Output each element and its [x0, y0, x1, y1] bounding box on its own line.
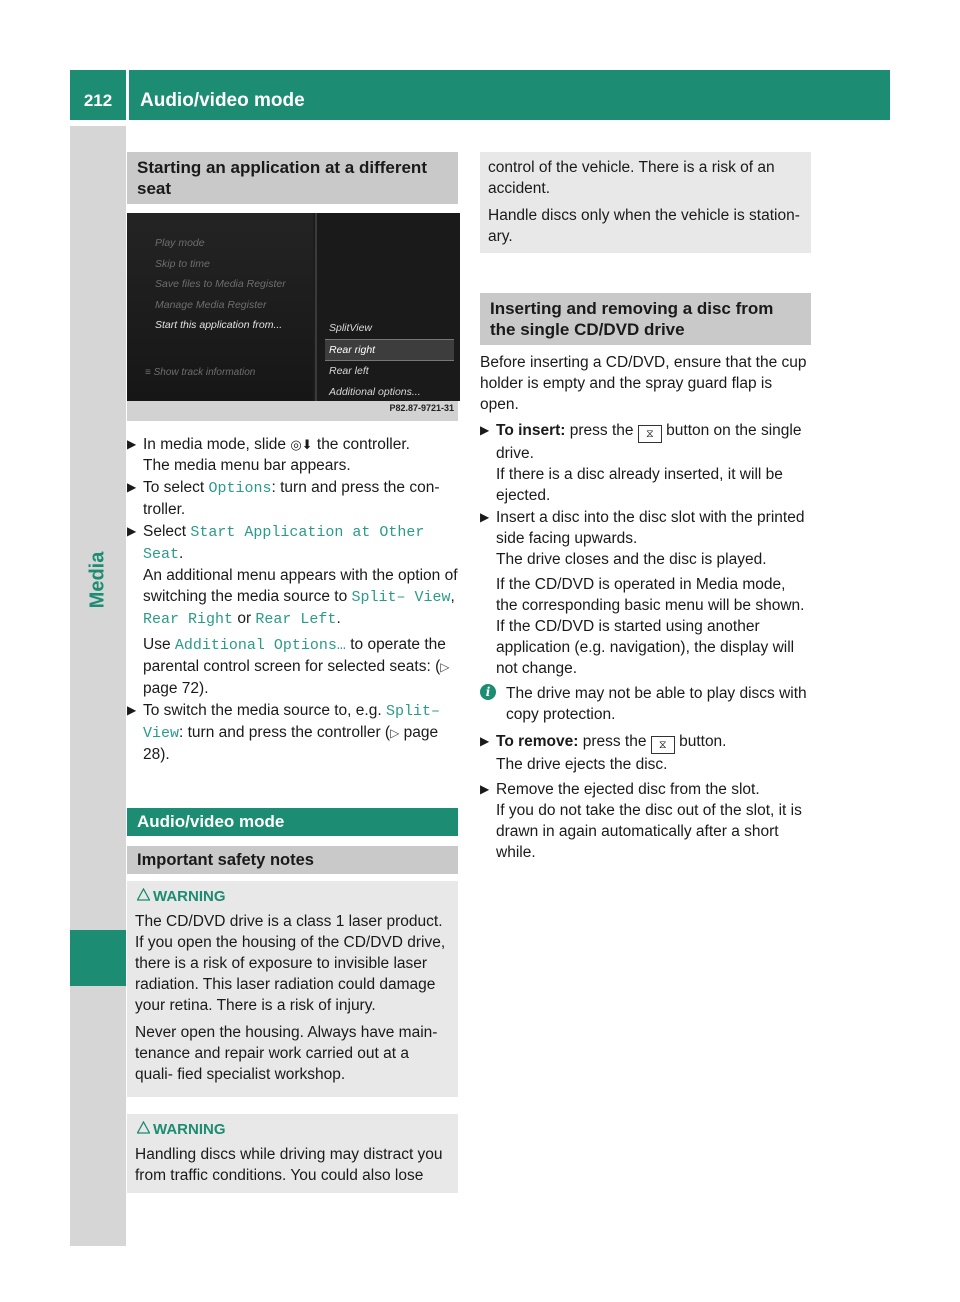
warning-text: Handling discs while driving may distract you from traffic conditions. You could also lose — [135, 1146, 443, 1184]
step-text: page 72). — [143, 680, 209, 697]
step-text: or — [233, 610, 256, 627]
step-text: press the — [565, 422, 638, 439]
step-note — [143, 634, 458, 699]
step-result: The media menu bar appears. — [143, 457, 351, 474]
step — [127, 434, 458, 476]
step — [127, 700, 458, 765]
menu-option-start-application: Start Application at Other Seat — [143, 524, 425, 563]
screen-menu-item: Manage Media Register — [155, 298, 267, 311]
step-text: Remove the ejected disc from the slot. — [496, 781, 760, 798]
screen-submenu-item-selected: Rear right — [325, 339, 454, 362]
menu-option-split-view: Split– View — [351, 589, 451, 606]
warning-text: Never open the housing. Always have main- tenance and repair work carried out at a quali- fied specialist workshop. — [135, 1024, 438, 1083]
side-tab-marker — [70, 930, 126, 986]
menu-option-rear-right: Rear Right — [143, 611, 234, 628]
step — [480, 420, 811, 506]
step-text: : turn and press the controller ( — [179, 724, 391, 741]
step-text: . — [179, 545, 184, 562]
warning-heading — [135, 886, 451, 907]
step-text: : turn and press the con- troller. — [143, 479, 440, 518]
screen-menu-item: Skip to time — [155, 257, 210, 270]
screen-menu-item-active: Start this application from... — [155, 319, 283, 331]
page-title: Audio/video mode — [140, 90, 305, 111]
warning-icon — [137, 888, 150, 901]
step-text: button. — [674, 733, 727, 750]
page-number: 212 — [83, 91, 113, 110]
info-note — [480, 683, 811, 725]
step-text: page 28). — [143, 724, 439, 763]
controller-icon: ◎⬇ — [290, 437, 313, 452]
screen-menu-right — [325, 318, 454, 402]
warning-icon — [137, 1121, 150, 1134]
eject-button-icon: ⧖ — [651, 736, 675, 754]
figure-code: P82.87-9721-31 — [389, 403, 454, 413]
step-arrow-icon: ▶ — [480, 510, 490, 524]
screen-left-panel — [127, 213, 313, 401]
warning-text: The CD/DVD drive is a class 1 laser product. If you open the housing of the CD/DVD drive, there is a risk of exposure to invisible laser radiation. This laser radiation could damage your retina. There is a risk of injury. — [135, 913, 446, 1014]
step-arrow-icon: ▶ — [127, 480, 137, 494]
menu-option-additional-options: Additional Options… — [174, 637, 346, 654]
step-text: An additional menu appears with the option of switching the media source to — [143, 567, 458, 605]
step-text: To select — [143, 479, 209, 496]
page-ref-icon: ▷ — [390, 726, 400, 740]
step-arrow-icon: ▶ — [127, 524, 137, 538]
header-divider — [126, 70, 129, 120]
eject-button-icon: ⧖ — [638, 425, 662, 443]
step — [127, 477, 458, 520]
step-arrow-icon: ▶ — [127, 437, 137, 451]
screen-right-panel — [315, 213, 460, 401]
steps-list — [480, 420, 811, 863]
intro-text: Before inserting a CD/DVD, ensure that the cup holder is empty and the spray guard flap is open. — [480, 354, 807, 413]
step-text: To switch the media source to, e.g. — [143, 702, 386, 719]
screen-menu-left — [155, 233, 286, 336]
step-result: If you do not take the disc out of the slot, it is drawn in again automatically after a short while. — [496, 802, 802, 861]
screen-submenu-item: Additional options... — [329, 385, 421, 398]
screen-display — [127, 213, 458, 401]
step — [480, 779, 811, 863]
step-result: The drive ejects the disc. — [496, 756, 668, 773]
left-column — [127, 152, 458, 1193]
step-result: The drive closes and the disc is played. — [496, 551, 767, 568]
section-heading-audio-video: Audio/video mode — [127, 808, 458, 836]
screen-menu-item: Save files to Media Register — [155, 278, 286, 290]
step — [127, 521, 458, 699]
step-label: To remove: — [496, 733, 579, 750]
step-arrow-icon: ▶ — [480, 423, 490, 437]
menu-option-rear-left: Rear Left — [255, 611, 337, 628]
step-text: to operate the parental control screen for selected seats: ( — [143, 636, 446, 675]
side-tab-text: Media — [86, 551, 109, 609]
screen-menu-item: Play mode — [155, 237, 205, 249]
step-text: the controller. — [312, 436, 410, 453]
step-arrow-icon: ▶ — [480, 734, 490, 748]
warning-text: Handle discs only when the vehicle is station- ary. — [488, 207, 800, 245]
section-heading-inserting-disc: Inserting and removing a disc from the single CD/DVD drive — [480, 293, 811, 345]
warning-heading — [135, 1119, 451, 1140]
step-arrow-icon: ▶ — [480, 782, 490, 796]
section-heading-safety: Important safety notes — [127, 846, 458, 874]
step-text: press the — [578, 733, 651, 750]
side-tab — [70, 126, 126, 1246]
step-text: button on the single drive. — [496, 422, 802, 462]
warning-box-distraction — [127, 1114, 458, 1193]
step-label: To insert: — [496, 422, 566, 439]
warning-label: WARNING — [153, 1121, 226, 1138]
step-text: In media mode, slide — [143, 436, 291, 453]
step-text: Insert a disc into the disc slot with the printed side facing upwards. — [496, 509, 805, 547]
step-text: , — [450, 588, 455, 605]
screen-show-track-info: ≡ Show track information — [145, 367, 256, 378]
step-text: Use — [143, 636, 175, 653]
warning-box-laser — [127, 881, 458, 1097]
side-tab-label — [82, 520, 114, 640]
step-arrow-icon: ▶ — [127, 703, 137, 717]
screen-submenu-item: Rear left — [329, 365, 369, 377]
step-note: If the CD/DVD is operated in Media mode, the corresponding basic menu will be shown. If the CD/DVD is started using another application (e.g. navigation), the display will not change. — [496, 576, 805, 677]
step-result: If there is a disc already inserted, it will be ejected. — [496, 466, 783, 504]
info-icon: i — [480, 684, 496, 700]
menu-option-options: Options — [208, 480, 272, 497]
warning-label: WARNING — [153, 888, 226, 905]
screen-submenu-item: SplitView — [329, 322, 372, 334]
step-text: . — [336, 610, 341, 627]
step — [480, 731, 811, 775]
warning-text: control of the vehicle. There is a risk of an accident. — [488, 159, 775, 197]
screenshot-figure — [127, 213, 458, 421]
section-heading-start-app: Starting an application at a different seat — [127, 152, 458, 204]
info-text: The drive may not be able to play discs with copy protection. — [506, 685, 807, 723]
step-text: Select — [143, 523, 191, 540]
menu-option-split-view: Split– View — [143, 703, 440, 742]
warning-box-continued — [480, 152, 811, 253]
right-column — [480, 152, 811, 864]
page-ref-icon: ▷ — [440, 660, 450, 674]
steps-list — [127, 434, 458, 765]
step — [480, 507, 811, 679]
